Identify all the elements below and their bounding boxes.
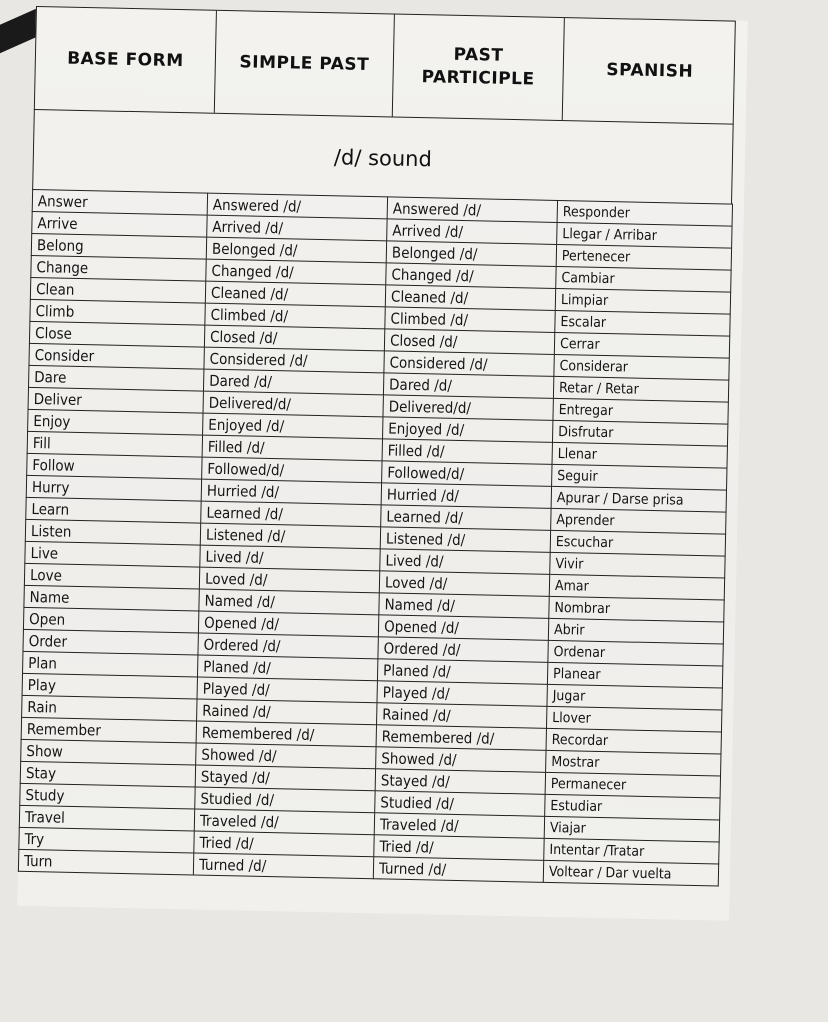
spanish-cell: Voltear / Dar vuelta bbox=[543, 860, 718, 886]
past-participle-cell: Considered /d/ bbox=[384, 351, 554, 377]
simple-past-cell: Ordered /d/ bbox=[198, 633, 378, 659]
base-form-cell: Live bbox=[25, 541, 200, 567]
spanish-cell: Limpiar bbox=[555, 288, 730, 314]
past-participle-cell: Studied /d/ bbox=[375, 791, 545, 817]
past-participle-cell: Played /d/ bbox=[377, 681, 547, 707]
past-participle-cell: Learned /d/ bbox=[381, 505, 551, 531]
spanish-cell: Vivir bbox=[550, 552, 725, 578]
past-participle-cell: Named /d/ bbox=[379, 593, 549, 619]
spanish-cell: Escuchar bbox=[550, 530, 725, 556]
simple-past-cell: Closed /d/ bbox=[204, 325, 384, 351]
simple-past-cell: Showed /d/ bbox=[196, 743, 376, 769]
spanish-cell: Permanecer bbox=[545, 772, 720, 798]
past-participle-cell: Belonged /d/ bbox=[386, 241, 556, 267]
past-participle-cell: Tried /d/ bbox=[374, 835, 544, 861]
spanish-cell: Planear bbox=[547, 662, 722, 688]
header-past-participle: PAST PARTICIPLE bbox=[393, 15, 565, 121]
past-participle-cell: Rained /d/ bbox=[377, 703, 547, 729]
past-participle-cell: Arrived /d/ bbox=[387, 219, 557, 245]
spanish-cell: Apurar / Darse prisa bbox=[551, 486, 726, 512]
simple-past-cell: Planed /d/ bbox=[197, 655, 377, 681]
past-participle-cell: Changed /d/ bbox=[386, 263, 556, 289]
past-participle-cell: Dared /d/ bbox=[383, 373, 553, 399]
base-form-cell: Follow bbox=[27, 453, 202, 479]
base-form-cell: Remember bbox=[21, 717, 196, 743]
past-participle-cell: Showed /d/ bbox=[376, 747, 546, 773]
spanish-cell: Estudiar bbox=[545, 794, 720, 820]
spanish-cell: Llover bbox=[546, 706, 721, 732]
simple-past-cell: Enjoyed /d/ bbox=[203, 413, 383, 439]
spanish-cell: Seguir bbox=[552, 464, 727, 490]
past-participle-cell: Delivered/d/ bbox=[383, 395, 553, 421]
simple-past-cell: Followed/d/ bbox=[202, 457, 382, 483]
past-participle-cell: Climbed /d/ bbox=[385, 307, 555, 333]
past-participle-cell: Turned /d/ bbox=[373, 857, 543, 883]
verb-table-body bbox=[18, 189, 732, 886]
simple-past-cell: Filled /d/ bbox=[202, 435, 382, 461]
spanish-cell: Mostrar bbox=[546, 750, 721, 776]
past-participle-cell: Enjoyed /d/ bbox=[383, 417, 553, 443]
simple-past-cell: Rained /d/ bbox=[197, 699, 377, 725]
base-form-cell: Love bbox=[24, 563, 199, 589]
simple-past-cell: Arrived /d/ bbox=[207, 215, 387, 241]
past-participle-cell: Hurried /d/ bbox=[381, 483, 551, 509]
base-form-cell: Belong bbox=[31, 233, 206, 259]
simple-past-cell: Loved /d/ bbox=[199, 567, 379, 593]
past-participle-cell: Remembered /d/ bbox=[376, 725, 546, 751]
past-participle-cell: Answered /d/ bbox=[387, 197, 557, 223]
simple-past-cell: Remembered /d/ bbox=[196, 721, 376, 747]
base-form-cell: Travel bbox=[19, 805, 194, 831]
simple-past-cell: Traveled /d/ bbox=[194, 809, 374, 835]
spanish-cell: Pertenecer bbox=[556, 244, 731, 270]
past-participle-cell: Traveled /d/ bbox=[374, 813, 544, 839]
header-simple-past: SIMPLE PAST bbox=[215, 11, 395, 117]
past-participle-cell: Filled /d/ bbox=[382, 439, 552, 465]
spanish-cell: Responder bbox=[557, 200, 732, 226]
base-form-cell: Rain bbox=[22, 695, 197, 721]
simple-past-cell: Named /d/ bbox=[199, 589, 379, 615]
base-form-cell: Plan bbox=[23, 651, 198, 677]
spanish-cell: Jugar bbox=[547, 684, 722, 710]
past-participle-cell: Stayed /d/ bbox=[375, 769, 545, 795]
base-form-cell: Close bbox=[29, 321, 204, 347]
simple-past-cell: Listened /d/ bbox=[200, 523, 380, 549]
past-participle-cell: Cleaned /d/ bbox=[385, 285, 555, 311]
base-form-cell: Order bbox=[23, 629, 198, 655]
past-participle-cell: Opened /d/ bbox=[378, 615, 548, 641]
verb-table bbox=[18, 189, 733, 887]
past-participle-cell: Listened /d/ bbox=[380, 527, 550, 553]
spanish-cell: Llenar bbox=[552, 442, 727, 468]
base-form-cell: Answer bbox=[32, 189, 207, 215]
spanish-cell: Disfrutar bbox=[552, 420, 727, 446]
spanish-cell: Entregar bbox=[553, 398, 728, 424]
base-form-cell: Name bbox=[24, 585, 199, 611]
header-spanish: SPANISH bbox=[606, 59, 694, 82]
past-participle-cell: Followed/d/ bbox=[382, 461, 552, 487]
simple-past-cell: Delivered/d/ bbox=[203, 391, 383, 417]
past-participle-cell: Closed /d/ bbox=[384, 329, 554, 355]
simple-past-cell: Learned /d/ bbox=[201, 501, 381, 527]
base-form-cell: Open bbox=[23, 607, 198, 633]
simple-past-cell: Belonged /d/ bbox=[206, 237, 386, 263]
simple-past-cell: Opened /d/ bbox=[198, 611, 378, 637]
simple-past-cell: Studied /d/ bbox=[195, 787, 375, 813]
base-form-cell: Learn bbox=[26, 497, 201, 523]
base-form-cell: Listen bbox=[25, 519, 200, 545]
simple-past-cell: Hurried /d/ bbox=[201, 479, 381, 505]
base-form-cell: Play bbox=[22, 673, 197, 699]
past-participle-cell: Ordered /d/ bbox=[378, 637, 548, 663]
spanish-cell: Abrir bbox=[548, 618, 723, 644]
spanish-cell: Considerar bbox=[554, 354, 729, 380]
base-form-cell: Study bbox=[20, 783, 195, 809]
base-form-cell: Consider bbox=[29, 343, 204, 369]
spanish-cell: Aprender bbox=[551, 508, 726, 534]
base-form-cell: Hurry bbox=[26, 475, 201, 501]
simple-past-cell: Cleaned /d/ bbox=[205, 281, 385, 307]
spanish-cell: Nombrar bbox=[549, 596, 724, 622]
simple-past-cell: Considered /d/ bbox=[204, 347, 384, 373]
simple-past-cell: Climbed /d/ bbox=[205, 303, 385, 329]
past-participle-cell: Loved /d/ bbox=[379, 571, 549, 597]
base-form-cell: Clean bbox=[30, 277, 205, 303]
base-form-cell: Arrive bbox=[32, 211, 207, 237]
base-form-cell: Change bbox=[31, 255, 206, 281]
table-header bbox=[34, 6, 736, 125]
base-form-cell: Fill bbox=[27, 431, 202, 457]
spanish-cell: Amar bbox=[549, 574, 724, 600]
worksheet-page bbox=[17, 6, 748, 921]
simple-past-cell: Turned /d/ bbox=[193, 853, 373, 879]
base-form-cell: Deliver bbox=[28, 387, 203, 413]
base-form-cell: Try bbox=[19, 827, 194, 853]
spanish-cell: Cerrar bbox=[554, 332, 729, 358]
spanish-cell: Escalar bbox=[555, 310, 730, 336]
simple-past-cell: Answered /d/ bbox=[207, 193, 387, 219]
base-form-cell: Turn bbox=[18, 849, 193, 875]
header-base-form: BASE FORM bbox=[35, 7, 217, 113]
simple-past-cell: Tried /d/ bbox=[194, 831, 374, 857]
base-form-cell: Dare bbox=[29, 365, 204, 391]
spanish-cell: Retar / Retar bbox=[553, 376, 728, 402]
spanish-cell: Llegar / Arribar bbox=[557, 222, 732, 248]
spanish-cell: Intentar /Tratar bbox=[544, 838, 719, 864]
spanish-cell: Recordar bbox=[546, 728, 721, 754]
simple-past-cell: Dared /d/ bbox=[203, 369, 383, 395]
past-participle-cell: Lived /d/ bbox=[380, 549, 550, 575]
simple-past-cell: Changed /d/ bbox=[206, 259, 386, 285]
base-form-cell: Stay bbox=[20, 761, 195, 787]
base-form-cell: Climb bbox=[30, 299, 205, 325]
base-form-cell: Show bbox=[21, 739, 196, 765]
spanish-cell: Ordenar bbox=[548, 640, 723, 666]
spanish-cell: Viajar bbox=[544, 816, 719, 842]
simple-past-cell: Played /d/ bbox=[197, 677, 377, 703]
past-participle-cell: Planed /d/ bbox=[377, 659, 547, 685]
simple-past-cell: Lived /d/ bbox=[200, 545, 380, 571]
simple-past-cell: Stayed /d/ bbox=[195, 765, 375, 791]
base-form-cell: Enjoy bbox=[28, 409, 203, 435]
sound-section bbox=[32, 109, 734, 204]
spanish-cell: Cambiar bbox=[556, 266, 731, 292]
section-title: /d/ sound bbox=[333, 145, 433, 172]
